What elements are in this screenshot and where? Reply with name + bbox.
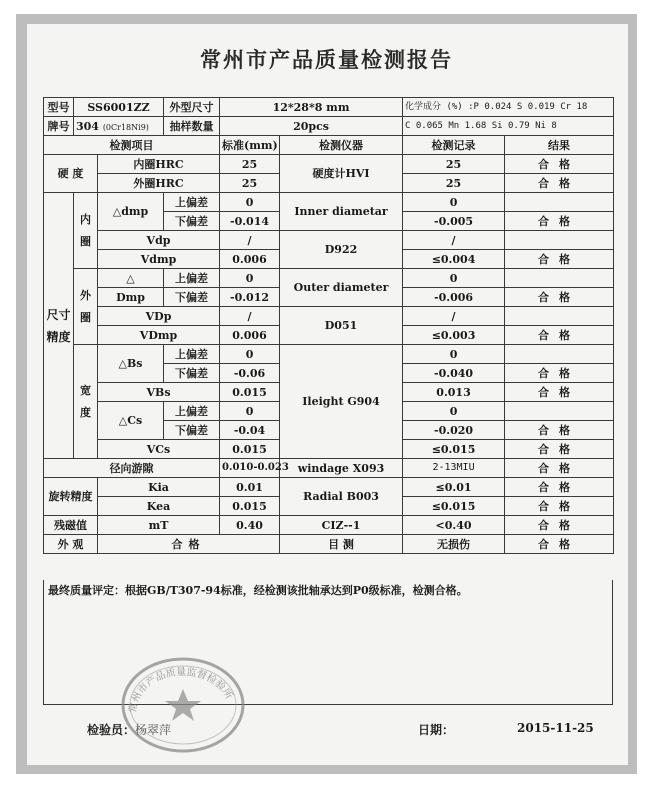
kea-result: 合格 [505, 497, 614, 516]
outer-upper-result [505, 269, 614, 288]
inner-vdp-result [505, 231, 614, 250]
outer-upper-std: 0 [220, 269, 280, 288]
hardness-outer: 外圈HRC [98, 174, 220, 193]
magnetism-instrument: CIZ--1 [280, 516, 403, 535]
hardness-label: 硬 度 [44, 155, 98, 193]
inspector-name: 杨翠萍 [135, 723, 172, 737]
appearance-std: 合格 [98, 535, 280, 554]
outer-lower-label: 下偏差 [164, 288, 220, 307]
radial-clearance-result: 合格 [505, 459, 614, 478]
inner-lower-label: 下偏差 [164, 212, 220, 231]
hardness-outer-result: 合格 [505, 174, 614, 193]
kea-label: Kea [98, 497, 220, 516]
col-header-result: 结果 [505, 136, 614, 155]
radial-clearance-rec: 2-13MIU [403, 459, 505, 478]
outer-lower-rec: -0.006 [403, 288, 505, 307]
vcs-result: 合格 [505, 440, 614, 459]
chemical-composition-line2: C 0.065 Mn 1.68 Si 0.79 Ni 8 [403, 117, 614, 136]
kea-std: 0.015 [220, 497, 280, 516]
inner-instrument-1: Inner diametar [280, 193, 403, 231]
outer-delta-dmp: Dmp [98, 288, 164, 307]
date-label: 日期： [418, 723, 455, 737]
kea-rec: ≤0.015 [403, 497, 505, 516]
appearance-label: 外 观 [44, 535, 98, 554]
outer-vdmp-rec: ≤0.003 [403, 326, 505, 345]
bs-lower-rec: -0.040 [403, 364, 505, 383]
vbs-label: VBs [98, 383, 220, 402]
outer-lower-result: 合格 [505, 288, 614, 307]
report-title: 常州市产品质量检测报告 [200, 47, 453, 72]
radial-clearance-std: 0.010-0.023 [220, 459, 280, 478]
inner-vdmp-std: 0.006 [220, 250, 280, 269]
inspector-label: 检验员： [87, 723, 136, 737]
magnetism-item: mT [98, 516, 220, 535]
inspector-block [87, 721, 171, 738]
cs-upper-label: 上偏差 [164, 402, 220, 421]
vcs-label: VCs [98, 440, 220, 459]
width-bs-label: △Bs [98, 345, 164, 383]
bs-upper-result [505, 345, 614, 364]
outer-vdp-std: / [220, 307, 280, 326]
bs-lower-std: -0.06 [220, 364, 280, 383]
inner-delta-dmp: △dmp [98, 193, 164, 231]
bs-upper-label: 上偏差 [164, 345, 220, 364]
kia-label: Kia [98, 478, 220, 497]
seal-text-path: 常州市产品质量监督检验所 [127, 666, 235, 714]
inner-vdp-std: / [220, 231, 280, 250]
outer-vdp-label: VDp [98, 307, 220, 326]
chemical-composition-line1: 化学成分 (%) :P 0.024 S 0.019 Cr 18 [403, 98, 614, 117]
width-cs-label: △Cs [98, 402, 164, 440]
appearance-instrument: 目 测 [280, 535, 403, 554]
vbs-std: 0.015 [220, 383, 280, 402]
inner-upper-std: 0 [220, 193, 280, 212]
outer-upper-label: 上偏差 [164, 269, 220, 288]
inner-lower-std: -0.014 [220, 212, 280, 231]
brand-value: 304 [76, 119, 99, 133]
rotation-accuracy-label: 旋转精度 [44, 478, 98, 516]
vcs-rec: ≤0.015 [403, 440, 505, 459]
dimension-precision-label: 尺寸精度 [44, 193, 74, 459]
inner-vdmp-label: Vdmp [98, 250, 220, 269]
sample-label: 抽样数量 [164, 117, 220, 136]
outer-instrument-1: Outer diameter [280, 269, 403, 307]
vbs-result: 合格 [505, 383, 614, 402]
hardness-inner-result: 合格 [505, 155, 614, 174]
rotation-instrument: Radial B003 [280, 478, 403, 516]
kia-std: 0.01 [220, 478, 280, 497]
outer-vdmp-result: 合格 [505, 326, 614, 345]
cs-lower-result: 合格 [505, 421, 614, 440]
inspection-table [43, 97, 614, 554]
inner-lower-result: 合格 [505, 212, 614, 231]
hardness-instrument: 硬度计HVI [280, 155, 403, 193]
kia-result: 合格 [505, 478, 614, 497]
size-value: 12*28*8 mm [220, 98, 403, 117]
outer-instrument-2: D051 [280, 307, 403, 345]
vcs-std: 0.015 [220, 440, 280, 459]
date-value: 2015-11-25 [517, 721, 594, 735]
cs-upper-std: 0 [220, 402, 280, 421]
inner-vdmp-result: 合格 [505, 250, 614, 269]
inner-upper-result [505, 193, 614, 212]
outer-vdp-result [505, 307, 614, 326]
model-value: SS6001ZZ [74, 98, 164, 117]
magnetism-std: 0.40 [220, 516, 280, 535]
brand-label: 牌号 [44, 117, 74, 136]
col-header-instrument: 检测仪器 [280, 136, 403, 155]
bs-lower-result: 合格 [505, 364, 614, 383]
cs-lower-rec: -0.020 [403, 421, 505, 440]
inner-vdmp-rec: ≤0.004 [403, 250, 505, 269]
model-label: 型号 [44, 98, 74, 117]
brand-cell [74, 117, 164, 136]
radial-clearance-label: 径向游隙 [44, 459, 220, 478]
radial-clearance-instrument: windage X093 [280, 459, 403, 478]
bs-upper-rec: 0 [403, 345, 505, 364]
col-header-item: 检测项目 [44, 136, 220, 155]
cs-lower-std: -0.04 [220, 421, 280, 440]
bs-lower-label: 下偏差 [164, 364, 220, 383]
outer-vdmp-label: VDmp [98, 326, 220, 345]
outer-delta-top: △ [98, 269, 164, 288]
appearance-rec: 无损伤 [403, 535, 505, 554]
cs-lower-label: 下偏差 [164, 421, 220, 440]
inner-upper-label: 上偏差 [164, 193, 220, 212]
cs-upper-result [505, 402, 614, 421]
width-instrument: Ileight G904 [280, 345, 403, 459]
sample-value: 20pcs [220, 117, 403, 136]
vbs-rec: 0.013 [403, 383, 505, 402]
inner-lower-rec: -0.005 [403, 212, 505, 231]
outer-vdp-rec: / [403, 307, 505, 326]
hardness-inner-rec: 25 [403, 155, 505, 174]
inner-instrument-2: D922 [280, 231, 403, 269]
hardness-outer-std: 25 [220, 174, 280, 193]
outer-ring-label: 外圈 [74, 269, 98, 345]
hardness-inner-std: 25 [220, 155, 280, 174]
kia-rec: ≤0.01 [403, 478, 505, 497]
magnetism-result: 合格 [505, 516, 614, 535]
inner-ring-label: 内圈 [74, 193, 98, 269]
col-header-standard: 标准(mm) [220, 136, 280, 155]
inner-upper-rec: 0 [403, 193, 505, 212]
inner-vdp-label: Vdp [98, 231, 220, 250]
bs-upper-std: 0 [220, 345, 280, 364]
size-label: 外型尺寸 [164, 98, 220, 117]
magnetism-rec: <0.40 [403, 516, 505, 535]
col-header-record: 检测记录 [403, 136, 505, 155]
conclusion-text: 最终质量评定：根据GB/T307-94标准，经检测该批轴承达到P0级标准，检测合格。 [48, 584, 468, 597]
outer-lower-std: -0.012 [220, 288, 280, 307]
outer-upper-rec: 0 [403, 269, 505, 288]
appearance-result: 合格 [505, 535, 614, 554]
outer-vdmp-std: 0.006 [220, 326, 280, 345]
brand-note: (0Cr18Ni9) [102, 122, 149, 132]
width-label: 宽度 [74, 345, 98, 459]
magnetism-label: 残磁值 [44, 516, 98, 535]
hardness-outer-rec: 25 [403, 174, 505, 193]
inner-vdp-rec: / [403, 231, 505, 250]
conclusion-box [43, 580, 613, 705]
cs-upper-rec: 0 [403, 402, 505, 421]
hardness-inner: 内圈HRC [98, 155, 220, 174]
